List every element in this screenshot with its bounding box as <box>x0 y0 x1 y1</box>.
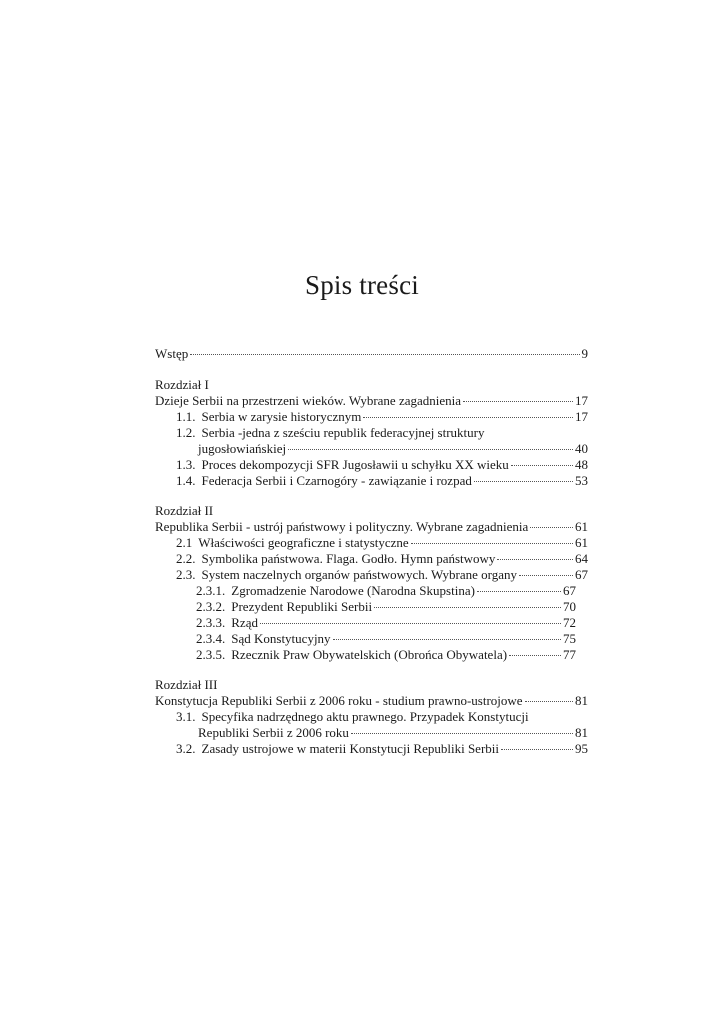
toc-entry-title: jugosłowiańskiej <box>198 441 287 456</box>
dot-leader <box>363 417 573 418</box>
toc-entry-section[interactable] <box>176 740 588 757</box>
toc-entry-subsection[interactable] <box>196 582 576 599</box>
toc-page-number: 17 <box>575 393 588 408</box>
toc-entry-subsection[interactable] <box>196 630 576 647</box>
toc-entry-title: Sąd Konstytucyjny <box>231 631 331 646</box>
dot-leader <box>530 527 573 528</box>
toc-entry-title: Proces dekompozycji SFR Jugosławii u schyłku XX wieku <box>201 457 509 472</box>
toc-entry-chapter[interactable] <box>155 392 588 409</box>
section-number: 2.1 <box>176 535 193 550</box>
toc-entry-title: Konstytucja Republiki Serbii z 2006 roku - studium prawno-ustrojowe <box>155 693 523 708</box>
toc-entry-title: Rzecznik Praw Obywatelskich (Obrońca Obywatela) <box>231 647 508 662</box>
dot-leader <box>288 449 573 450</box>
toc-page-number: 81 <box>575 725 588 740</box>
toc-page-number: 67 <box>563 583 576 598</box>
dot-leader <box>501 749 573 750</box>
toc-page-number: 72 <box>563 615 576 630</box>
page-title: Spis treści <box>305 270 419 300</box>
toc-page-number: 61 <box>575 519 588 534</box>
section-number: 3.1. <box>176 709 196 724</box>
dot-leader <box>411 543 573 544</box>
toc-entry-title: Republika Serbii - ustrój państwowy i polityczny. Wybrane zagadnienia <box>155 519 529 534</box>
toc-page-number: 53 <box>575 473 588 488</box>
subsection-number: 2.3.4. <box>196 631 226 646</box>
section-number: 1.3. <box>176 457 196 472</box>
subsection-number: 2.3.1. <box>196 583 226 598</box>
toc-entry-section[interactable] <box>176 550 588 567</box>
toc-entry-subsection[interactable] <box>196 646 576 663</box>
dot-leader <box>474 481 573 482</box>
toc-entry-intro[interactable] <box>155 345 588 362</box>
chapter-label: Rozdział I <box>155 377 209 392</box>
subsection-number: 2.3.3. <box>196 615 226 630</box>
toc-page-number: 75 <box>563 631 576 646</box>
dot-leader <box>509 655 561 656</box>
section-number: 1.4. <box>176 473 196 488</box>
toc-entry-title: Rząd <box>231 615 258 630</box>
dot-leader <box>511 465 573 466</box>
toc-page-number: 67 <box>575 567 588 582</box>
section-number: 1.1. <box>176 409 196 424</box>
section-number: 1.2. <box>176 425 196 440</box>
toc-entry-section-continued[interactable] <box>198 440 588 457</box>
toc-entry-title: Zasady ustrojowe w materii Konstytucji Republiki Serbii <box>201 741 500 756</box>
toc-page-number: 40 <box>575 441 588 456</box>
toc-entry-title: Republiki Serbii z 2006 roku <box>198 725 349 740</box>
chapter-label: Rozdział II <box>155 503 214 518</box>
toc-page-number: 61 <box>575 535 588 550</box>
toc-page-number: 77 <box>563 647 576 662</box>
toc-page-number: 81 <box>575 693 588 708</box>
chapter-label: Rozdział III <box>155 677 218 692</box>
toc-entry-section[interactable] <box>176 566 588 583</box>
dot-leader <box>477 591 561 592</box>
subsection-number: 2.3.2. <box>196 599 226 614</box>
section-number: 3.2. <box>176 741 196 756</box>
toc-entry-title: Specyfika nadrzędnego aktu prawnego. Przypadek Konstytucji <box>201 709 529 724</box>
toc-entry-chapter[interactable] <box>155 692 588 709</box>
dot-leader <box>519 575 573 576</box>
toc-entry-subsection[interactable] <box>196 614 576 631</box>
toc-page-number: 17 <box>575 409 588 424</box>
toc-entry-section[interactable] <box>176 472 588 489</box>
dot-leader <box>351 733 573 734</box>
toc-entry-section[interactable] <box>176 424 588 441</box>
dot-leader <box>463 401 573 402</box>
toc-entry-section-continued[interactable] <box>198 724 588 741</box>
section-number: 2.2. <box>176 551 196 566</box>
toc-entry-title: Serbia w zarysie historycznym <box>201 409 362 424</box>
toc-page-number: 9 <box>581 346 588 361</box>
toc-entry-title: Serbia -jedna z sześciu republik federacyjnej struktury <box>201 425 485 440</box>
subsection-number: 2.3.5. <box>196 647 226 662</box>
dot-leader <box>333 639 561 640</box>
dot-leader <box>190 354 579 355</box>
toc-entry-title: Symbolika państwowa. Flaga. Godło. Hymn państwowy <box>201 551 496 566</box>
toc-entry-subsection[interactable] <box>196 598 576 615</box>
toc-entry-title: System naczelnych organów państwowych. Wybrane organy <box>201 567 517 582</box>
toc-entry-chapter[interactable] <box>155 518 588 535</box>
toc-entry-section[interactable] <box>176 408 588 425</box>
toc-entry-title: Prezydent Republiki Serbii <box>231 599 373 614</box>
toc-page-number: 48 <box>575 457 588 472</box>
toc-entry-title: Wstęp <box>155 346 189 361</box>
toc-entry-section[interactable] <box>176 534 588 551</box>
toc-entry-title: Dzieje Serbii na przestrzeni wieków. Wybrane zagadnienia <box>155 393 462 408</box>
toc-page-number: 64 <box>575 551 588 566</box>
toc-page-number: 70 <box>563 599 576 614</box>
toc-entry-title: Właściwości geograficzne i statystyczne <box>198 535 409 550</box>
toc-entry-section[interactable] <box>176 456 588 473</box>
toc-entry-section[interactable] <box>176 708 588 725</box>
dot-leader <box>374 607 561 608</box>
toc-entry-title: Zgromadzenie Narodowe (Narodna Skupstina) <box>231 583 475 598</box>
section-number: 2.3. <box>176 567 196 582</box>
toc-page-number: 95 <box>575 741 588 756</box>
dot-leader <box>525 701 573 702</box>
dot-leader <box>497 559 573 560</box>
toc-entry-title: Federacja Serbii i Czarnogóry - zawiązanie i rozpad <box>201 473 472 488</box>
dot-leader <box>260 623 561 624</box>
